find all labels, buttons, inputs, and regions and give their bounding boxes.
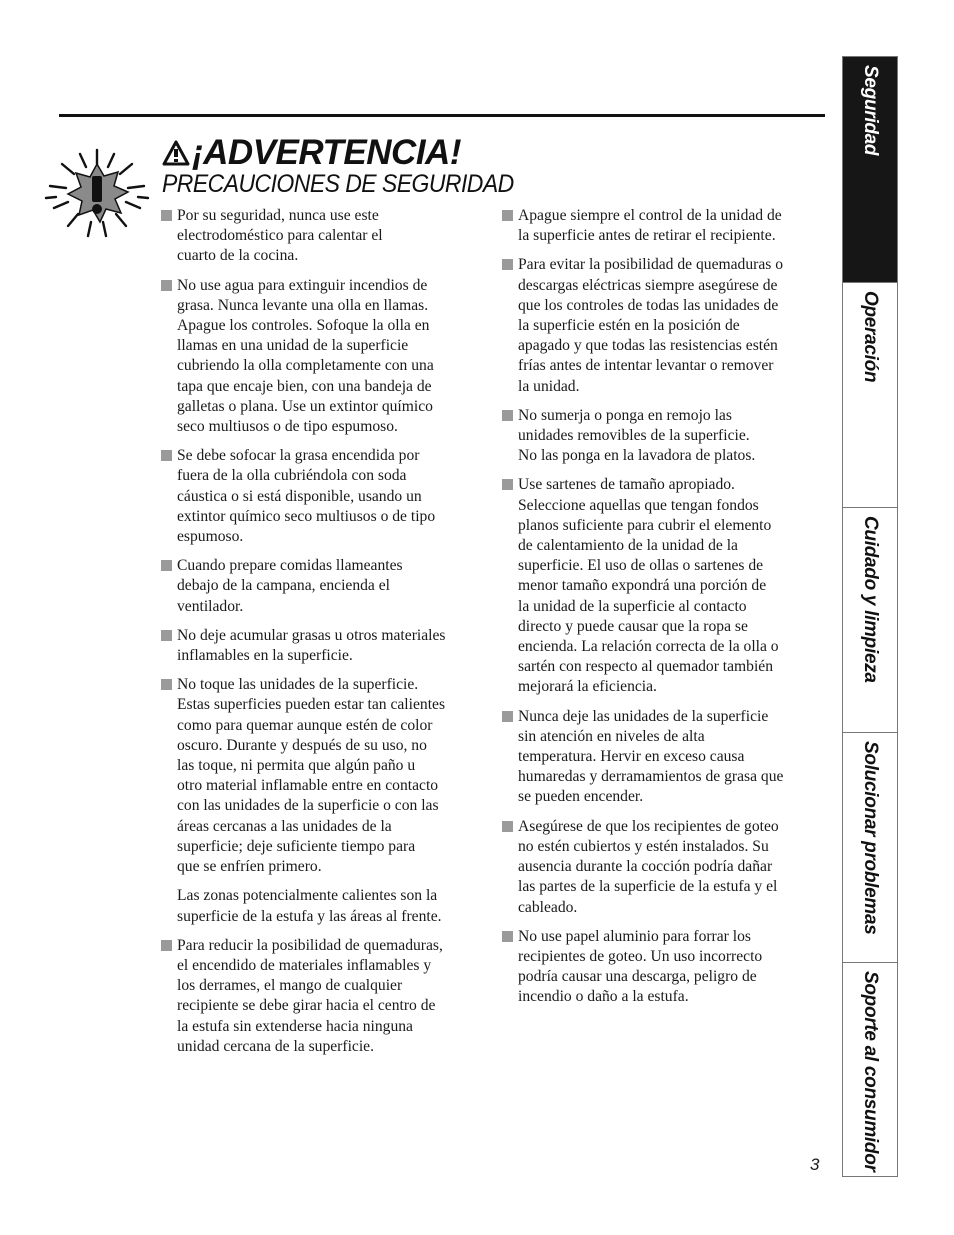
list-item [160, 556, 488, 617]
list-item-text: Para evitar la posibilidad de quemaduras o descargas eléctricas siempre asegúrese de que los controles de todas las unidades de la superficie estén en la posición de apagado y que todas las resistencias estén frías antes de intentar levantar o remover la unidad. [518, 256, 784, 395]
page-subtitle: PRECAUCIONES DE SEGURIDAD [162, 170, 514, 198]
side-tabs [842, 56, 898, 1177]
header [162, 134, 544, 198]
list-item-text: Asegúrese de que los recipientes de goteo no estén cubiertos y estén instalados. Su ausencia durante la cocción podría dañar las partes de la superficie de la estufa y el cableado. [518, 817, 779, 916]
list-item [160, 936, 488, 1057]
title-text: ¡ADVERTENCIA! [192, 133, 461, 172]
list-item-text: No toque las unidades de la superficie. Estas superficies pueden estar tan calientes como para quemar aunque estén de color oscuro. Durante y después de su uso, no las toque, ni permita que algún paño u otro material inflamable entre en contacto con las unidades de la superficie o con las áreas cercanas a las unidades de la superficie; deje suficiente tiempo para que se enfríen primero. [177, 676, 446, 876]
tab-label: Solucionar problemas [860, 741, 881, 935]
note-paragraph: Las zonas potencialmente calientes son la superficie de la estufa y las áreas al frente. [177, 887, 442, 925]
left-column [160, 206, 488, 1066]
tab-seguridad[interactable] [843, 57, 897, 283]
tab-cuidado-y-limpieza[interactable] [843, 508, 897, 733]
square-bullet-icon [502, 210, 513, 221]
square-bullet-icon [502, 410, 513, 421]
list-item-text: Por su seguridad, nunca use este electrodoméstico para calentar el cuarto de la cocina. [177, 207, 383, 265]
tab-label: Soporte al consumidor [860, 971, 881, 1172]
tab-label: Cuidado y limpieza [860, 516, 881, 683]
list-item [501, 406, 831, 467]
page-title [162, 134, 544, 172]
right-column [501, 206, 831, 1017]
list-item [501, 475, 831, 697]
warning-burst-icon [42, 142, 152, 242]
list-item-text: No use agua para extinguir incendios de grasa. Nunca levante una olla en llamas. Apague los controles. Sofoque la olla en llamas en una unidad de la superficie cubriendo la olla completamente con una tapa que encaje bien, con una bandeja de galletas o plana. Use un extintor químico seco multiusos o de tipo espumoso. [177, 276, 434, 436]
tab-label: Operación [860, 291, 881, 383]
list-item [160, 675, 488, 877]
header-rule [59, 114, 825, 117]
square-bullet-icon [161, 280, 172, 291]
list-item [501, 927, 831, 1008]
square-bullet-icon [502, 711, 513, 722]
square-bullet-icon [502, 479, 513, 490]
tab-solucionar-problemas[interactable] [843, 733, 897, 963]
square-bullet-icon [161, 450, 172, 461]
list-item-text: Cuando prepare comidas llameantes debajo de la campana, encienda el ventilador. [177, 557, 403, 615]
list-item [160, 446, 488, 547]
tab-operacion[interactable] [843, 283, 897, 508]
list-item-text: Se debe sofocar la grasa encendida por fuera de la olla cubriéndola con soda cáustica o si está disponible, usando un extintor químico seco multiusos o de tipo espumoso. [177, 447, 436, 546]
list-item [160, 276, 488, 438]
list-item-text: Apague siempre el control de la unidad de la superficie antes de retirar el recipiente. [518, 207, 782, 245]
list-item-text: Use sartenes de tamaño apropiado. Seleccione aquellas que tengan fondos planos suficiente para cubrir el elemento de calentamiento de la unidad de la superficie. El uso de ollas o sartenes de menor tamaño expondrá una porción de la unidad de la superficie al contacto directo y puede causar que la ropa se encienda. La relación correcta de la olla o sartén con respecto al quemador también mejorará la eficiencia. [518, 476, 779, 696]
list-item [501, 817, 831, 918]
list-item [160, 206, 488, 267]
page-number: 3 [810, 1155, 820, 1174]
list-item [501, 255, 831, 396]
square-bullet-icon [161, 940, 172, 951]
square-bullet-icon [502, 259, 513, 270]
list-item-text: No sumerja o ponga en remojo las unidades removibles de la superficie. No las ponga en la lavadora de platos. [518, 406, 756, 465]
warning-triangle-icon [162, 140, 190, 166]
tab-label: Seguridad [860, 65, 881, 156]
tab-soporte-al-consumidor[interactable] [843, 963, 897, 1176]
list-item-text: No use papel aluminio para forrar los recipientes de goteo. Un uso incorrecto podría causar una descarga, peligro de incendio o daño a la estufa. [518, 927, 763, 1006]
square-bullet-icon [161, 210, 172, 221]
square-bullet-icon [502, 931, 513, 942]
list-item [160, 626, 488, 666]
square-bullet-icon [161, 679, 172, 690]
list-item [501, 707, 831, 808]
square-bullet-icon [161, 560, 172, 571]
square-bullet-icon [502, 821, 513, 832]
list-item-text: No deje acumular grasas u otros materiales inflamables en la superficie. [177, 626, 446, 665]
list-item [501, 206, 831, 246]
list-item-text: Nunca deje las unidades de la superficie sin atención en niveles de alta temperatura. Hervir en exceso causa humaredas y derramamientos de grasa que se pueden encender. [518, 707, 784, 806]
list-item-text: Para reducir la posibilidad de quemaduras, el encendido de materiales inflamables y los derrames, el mango de cualquier recipiente se debe girar hacia el centro de la estufa sin extenderse hacia ninguna unidad cercana de la superficie. [177, 936, 443, 1055]
square-bullet-icon [161, 630, 172, 641]
